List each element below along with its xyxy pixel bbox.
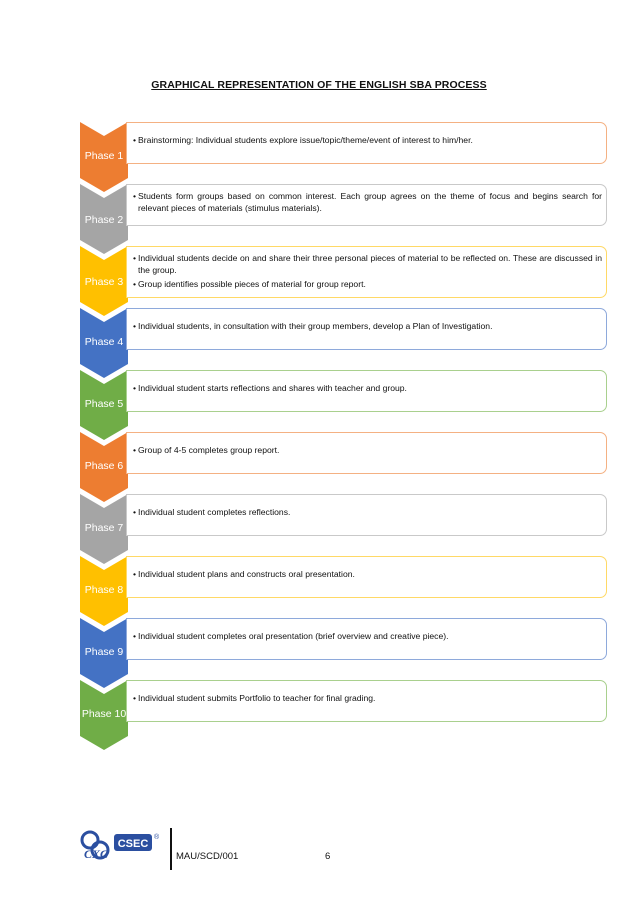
footer-divider [170,828,172,870]
phase-label: Phase 10 [81,708,127,720]
phase-bullet-item [133,631,602,643]
phase-text: Individual student completes oral presentation (brief overview and creative piece). [138,631,449,641]
phase-row [0,680,638,750]
phase-description-box [126,556,607,598]
phase-row [0,556,638,626]
phase-text: Students form groups based on common interest. Each group agrees on the theme of focus and begins search for relevant pieces of materials (stimulus materials). [138,191,602,213]
phase-bullet-item [133,445,602,457]
phase-row [0,618,638,688]
logo-badge-text: CSEC [117,838,149,850]
phase-text: Individual students decide on and share their three personal pieces of material to be reflected on. These are discussed in the group. [138,253,602,275]
bullet-icon: • [133,135,137,145]
document-code: MAU/SCD/001 [176,851,239,862]
phase-bullet-item [133,321,602,333]
phase-bullet-item [133,253,602,276]
phase-label: Phase 9 [84,646,124,658]
bullet-icon: • [133,693,137,703]
phase-text: Brainstorming: Individual students explore issue/topic/theme/event of interest to him/her. [138,135,473,145]
bullet-icon: • [133,383,137,393]
cxc-csec-logo [80,828,166,867]
bullet-icon: • [133,191,137,201]
phase-text: Individual student starts reflections and shares with teacher and group. [138,383,407,393]
logo-mark-text: CXC [84,847,109,861]
phase-label: Phase 2 [84,214,124,226]
phase-bullet-item [133,279,602,291]
phase-description-box [126,122,607,164]
phase-description-box [126,246,607,298]
phase-row [0,308,638,378]
phase-description-box [126,494,607,536]
phase-bullet-item [133,135,602,147]
phase-bullet-item [133,507,602,519]
logo-reg-mark: ® [154,834,160,841]
phase-row [0,370,638,440]
phase-row [0,432,638,502]
phase-text: Individual student submits Portfolio to teacher for final grading. [138,693,376,703]
phase-bullet-item [133,191,602,214]
bullet-icon: • [133,507,137,517]
phase-row [0,246,638,316]
phase-label: Phase 5 [84,398,124,410]
phase-text: Group identifies possible pieces of material for group report. [138,279,366,289]
phase-row [0,184,638,254]
bullet-icon: • [133,321,137,331]
phase-bullet-item [133,693,602,705]
phase-label: Phase 6 [84,460,124,472]
phase-description-box [126,680,607,722]
bullet-icon: • [133,569,137,579]
phase-bullet-item [133,383,602,395]
phase-text: Group of 4-5 completes group report. [138,445,280,455]
phase-description-box [126,370,607,412]
phase-label: Phase 8 [84,584,124,596]
phase-description-box [126,308,607,350]
phase-text: Individual student plans and constructs oral presentation. [138,569,355,579]
page-number: 6 [325,851,331,862]
phase-description-box [126,432,607,474]
bullet-icon: • [133,631,137,641]
phase-label: Phase 4 [84,336,124,348]
phase-row [0,122,638,192]
phase-bullet-item [133,569,602,581]
phase-description-box [126,618,607,660]
bullet-icon: • [133,445,137,455]
phase-label: Phase 1 [84,150,124,162]
bullet-icon: • [133,279,137,289]
bullet-icon: • [133,253,137,263]
phase-label: Phase 7 [84,522,124,534]
phase-row [0,494,638,564]
phase-label: Phase 3 [84,276,124,288]
phase-text: Individual students, in consultation with their group members, develop a Plan of Investigation. [138,321,493,331]
phase-text: Individual student completes reflections. [138,507,291,517]
phase-description-box [126,184,607,226]
page-title: GRAPHICAL REPRESENTATION OF THE ENGLISH SBA PROCESS [151,79,487,91]
